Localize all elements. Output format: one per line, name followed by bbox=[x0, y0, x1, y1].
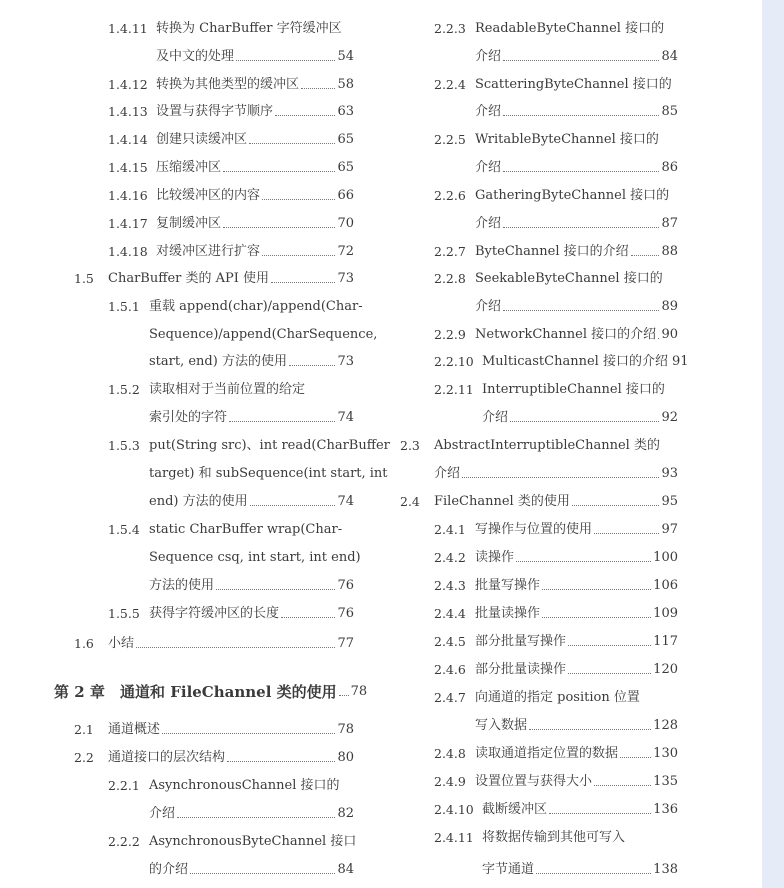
toc-entry[interactable] bbox=[54, 678, 368, 706]
toc-entry-title: put(String src)、int read(CharBuffer bbox=[149, 438, 390, 453]
toc-entry[interactable] bbox=[108, 182, 354, 210]
toc-entry-title: 转换为其他类型的缓冲区 bbox=[156, 77, 300, 92]
toc-entry-title: ReadableByteChannel 接口的 bbox=[475, 21, 665, 36]
toc-entry[interactable] bbox=[475, 43, 678, 71]
toc-entry-title: 压缩缓冲区 bbox=[156, 160, 222, 175]
dot-leader bbox=[631, 255, 660, 256]
dot-leader bbox=[223, 171, 335, 172]
toc-entry-number: 第 2 章 bbox=[54, 683, 105, 701]
toc-entry[interactable] bbox=[149, 544, 361, 572]
toc-entry-title: 获得字符缓冲区的长度 bbox=[149, 606, 280, 621]
toc-entry[interactable] bbox=[108, 828, 357, 856]
toc-entry-number: 1.5 bbox=[74, 271, 94, 286]
toc-entry-number: 2.4.8 bbox=[434, 746, 466, 761]
toc-entry[interactable] bbox=[149, 321, 378, 349]
toc-entry-title: ByteChannel 接口的介绍 bbox=[475, 244, 629, 259]
toc-entry-title: 截断缓冲区 bbox=[482, 802, 548, 817]
toc-entry-title: FileChannel 类的使用 bbox=[434, 494, 570, 509]
toc-entry-title: 读取通道指定位置的数据 bbox=[475, 746, 619, 761]
dot-leader bbox=[503, 171, 659, 172]
toc-entry[interactable] bbox=[434, 238, 678, 266]
toc-entry-number: 2.4.11 bbox=[434, 830, 474, 845]
toc-entry[interactable] bbox=[149, 348, 354, 376]
toc-entry-title: 向通道的指定 position 位置 bbox=[475, 690, 640, 705]
dot-leader bbox=[503, 227, 659, 228]
toc-entry-title: 写入数据 bbox=[475, 718, 528, 733]
toc-entry-number: 1.4.18 bbox=[108, 244, 148, 259]
dot-leader bbox=[529, 729, 651, 730]
toc-entry[interactable] bbox=[434, 126, 678, 154]
toc-entry-page: 135 bbox=[653, 774, 678, 789]
toc-entry-title: end) 方法的使用 bbox=[149, 494, 248, 509]
toc-entry-page: 78 bbox=[350, 684, 368, 699]
toc-entry-title: start, end) 方法的使用 bbox=[149, 354, 287, 369]
dot-leader bbox=[510, 421, 659, 422]
toc-entry-title: 批量读操作 bbox=[475, 606, 541, 621]
toc-entry[interactable] bbox=[434, 656, 678, 684]
toc-entry-page: 84 bbox=[661, 49, 678, 64]
dot-leader bbox=[223, 227, 335, 228]
toc-entry[interactable] bbox=[434, 516, 678, 544]
toc-entry[interactable] bbox=[434, 348, 689, 376]
toc-entry[interactable] bbox=[149, 488, 354, 516]
toc-entry-number: 1.6 bbox=[74, 636, 94, 651]
dot-leader bbox=[339, 695, 349, 696]
dot-leader bbox=[262, 199, 335, 200]
dot-leader bbox=[568, 645, 651, 646]
toc-entry-title: 的介绍 bbox=[149, 862, 189, 877]
toc-entry-number: 2.4.6 bbox=[434, 662, 466, 677]
dot-leader bbox=[594, 533, 659, 534]
toc-entry-title: AsynchronousByteChannel 接口 bbox=[149, 834, 357, 849]
toc-entry[interactable] bbox=[482, 404, 678, 432]
toc-entry[interactable] bbox=[434, 600, 678, 628]
toc-entry-page: 106 bbox=[653, 578, 678, 593]
toc-entry[interactable] bbox=[108, 126, 354, 154]
toc-entry-page: 74 bbox=[337, 410, 354, 425]
toc-entry-page: 80 bbox=[337, 750, 354, 765]
toc-entry-title: 介绍 bbox=[475, 104, 502, 119]
toc-entry-title: 复制缓冲区 bbox=[156, 216, 222, 231]
toc-entry-page: 95 bbox=[661, 494, 678, 509]
toc-entry-number: 1.4.16 bbox=[108, 188, 148, 203]
toc-entry-number: 1.4.15 bbox=[108, 160, 148, 175]
toc-entry[interactable] bbox=[434, 824, 678, 852]
toc-entry-number: 1.5.5 bbox=[108, 606, 140, 621]
dot-leader bbox=[542, 617, 651, 618]
toc-entry-title: WritableByteChannel 接口的 bbox=[475, 132, 659, 147]
toc-entry-title: static CharBuffer wrap(Char- bbox=[149, 522, 343, 537]
toc-entry-title: 字节通道 bbox=[482, 862, 535, 877]
toc-entry-title: 介绍 bbox=[475, 299, 502, 314]
toc-entry-number: 2.4.2 bbox=[434, 550, 466, 565]
toc-entry[interactable] bbox=[149, 856, 354, 884]
dot-leader bbox=[250, 505, 336, 506]
toc-entry-title: 通道概述 bbox=[108, 722, 161, 737]
toc-entry-number: 2.2.3 bbox=[434, 21, 466, 36]
toc-entry-title: 通道接口的层次结构 bbox=[108, 750, 226, 765]
toc-entry-title: 转换为 CharBuffer 字符缓冲区 bbox=[156, 21, 342, 36]
dot-leader bbox=[503, 60, 659, 61]
toc-entry-title: 创建只读缓冲区 bbox=[156, 132, 248, 147]
toc-entry-page: 72 bbox=[337, 244, 354, 259]
dot-leader bbox=[503, 310, 659, 311]
toc-entry-page: 73 bbox=[337, 271, 354, 286]
dot-leader bbox=[227, 761, 335, 762]
toc-entry[interactable] bbox=[400, 488, 678, 516]
toc-entry[interactable] bbox=[149, 800, 354, 828]
toc-entry-title: 小结 bbox=[108, 636, 135, 651]
dot-leader bbox=[620, 757, 651, 758]
dot-leader bbox=[136, 647, 335, 648]
toc-entry-page: 130 bbox=[653, 746, 678, 761]
toc-entry-title: ScatteringByteChannel 接口的 bbox=[475, 77, 672, 92]
toc-entry-page: 136 bbox=[653, 802, 678, 817]
toc-entry-title: SeekableByteChannel 接口的 bbox=[475, 271, 663, 286]
toc-entry-title: 及中文的处理 bbox=[156, 49, 235, 64]
toc-entry[interactable] bbox=[74, 630, 354, 658]
toc-entry[interactable] bbox=[156, 43, 354, 71]
toc-entry[interactable] bbox=[108, 432, 390, 460]
toc-entry-page: 77 bbox=[337, 636, 354, 651]
toc-entry[interactable] bbox=[475, 98, 678, 126]
toc-entry-title: 读操作 bbox=[475, 550, 515, 565]
toc-entry-number: 2.4.5 bbox=[434, 634, 466, 649]
toc-entry-page: 66 bbox=[337, 188, 354, 203]
toc-entry-title: 写操作与位置的使用 bbox=[475, 522, 593, 537]
toc-entry-page: 138 bbox=[653, 862, 678, 877]
toc-entry[interactable] bbox=[400, 432, 678, 460]
toc-entry[interactable] bbox=[108, 772, 354, 800]
toc-entry-page: 63 bbox=[337, 104, 354, 119]
toc-entry-page: 85 bbox=[661, 104, 678, 119]
toc-entry-number: 1.4.12 bbox=[108, 77, 148, 92]
toc-entry[interactable] bbox=[434, 572, 678, 600]
toc-entry[interactable] bbox=[482, 856, 678, 884]
dot-leader bbox=[190, 873, 335, 874]
dot-leader bbox=[262, 255, 335, 256]
toc-entry-number: 1.5.4 bbox=[108, 522, 140, 537]
dot-leader bbox=[516, 561, 651, 562]
toc-entry[interactable] bbox=[434, 740, 678, 768]
toc-entry-number: 1.5.2 bbox=[108, 382, 140, 397]
toc-entry[interactable] bbox=[108, 238, 354, 266]
toc-entry[interactable] bbox=[475, 154, 678, 182]
toc-entry-title: 通道和 FileChannel 类的使用 bbox=[120, 683, 337, 701]
toc-entry[interactable] bbox=[434, 684, 678, 712]
toc-entry[interactable] bbox=[74, 716, 354, 744]
toc-entry-title: target) 和 subSequence(int start, int bbox=[149, 466, 388, 481]
dot-leader bbox=[542, 589, 651, 590]
toc-entry-page: 91 bbox=[671, 354, 689, 369]
dot-leader bbox=[594, 785, 651, 786]
toc-entry-title: CharBuffer 类的 API 使用 bbox=[108, 271, 270, 286]
toc-entry-page: 73 bbox=[337, 354, 354, 369]
toc-entry-number: 1.4.17 bbox=[108, 216, 148, 231]
dot-leader bbox=[271, 282, 335, 283]
toc-entry-number: 2.2.5 bbox=[434, 132, 466, 147]
toc-entry[interactable] bbox=[434, 544, 678, 572]
dot-leader bbox=[289, 365, 336, 366]
toc-entry-number: 2.3 bbox=[400, 438, 420, 453]
toc-entry-number: 2.2.9 bbox=[434, 327, 466, 342]
toc-entry[interactable] bbox=[149, 572, 354, 600]
toc-entry-number: 2.2.8 bbox=[434, 271, 466, 286]
dot-leader bbox=[177, 817, 335, 818]
toc-entry-number: 1.4.11 bbox=[108, 21, 148, 36]
toc-entry-title: AbstractInterruptibleChannel 类的 bbox=[434, 438, 660, 453]
toc-entry-title: 部分批量写操作 bbox=[475, 634, 567, 649]
toc-entry-page: 74 bbox=[337, 494, 354, 509]
toc-entry[interactable] bbox=[108, 71, 354, 99]
toc-entry-page: 90 bbox=[661, 327, 678, 342]
toc-entry-title: 对缓冲区进行扩容 bbox=[156, 244, 261, 259]
toc-entry[interactable] bbox=[108, 98, 354, 126]
dot-leader bbox=[536, 873, 651, 874]
toc-entry-title: GatheringByteChannel 接口的 bbox=[475, 188, 670, 203]
toc-entry-page: 76 bbox=[337, 606, 354, 621]
toc-entry-title: 介绍 bbox=[475, 160, 502, 175]
toc-entry-title: InterruptibleChannel 接口的 bbox=[482, 382, 665, 397]
toc-entry[interactable] bbox=[434, 460, 678, 488]
toc-entry-title: 读取相对于当前位置的给定 bbox=[149, 382, 306, 397]
toc-entry-title: 比较缓冲区的内容 bbox=[156, 188, 261, 203]
toc-entry-title: 设置位置与获得大小 bbox=[475, 774, 593, 789]
toc-entry-number: 2.4.7 bbox=[434, 690, 466, 705]
dot-leader bbox=[229, 421, 335, 422]
toc-entry-title: 重载 append(char)/append(Char- bbox=[149, 299, 363, 314]
toc-entry-title: 方法的使用 bbox=[149, 578, 215, 593]
dot-leader bbox=[462, 477, 659, 478]
dot-leader bbox=[658, 338, 659, 339]
toc-entry-number: 2.2.2 bbox=[108, 834, 140, 849]
toc-entry-title: Sequence)/append(CharSequence, bbox=[149, 327, 378, 342]
toc-entry[interactable] bbox=[475, 712, 678, 740]
toc-entry[interactable] bbox=[475, 210, 678, 238]
toc-entry[interactable] bbox=[434, 768, 678, 796]
toc-entry[interactable] bbox=[434, 182, 678, 210]
toc-entry[interactable] bbox=[434, 376, 678, 404]
toc-entry-title: NetworkChannel 接口的介绍 bbox=[475, 327, 657, 342]
toc-entry-page: 58 bbox=[337, 77, 354, 92]
dot-leader bbox=[572, 505, 660, 506]
toc-entry[interactable] bbox=[434, 796, 678, 824]
toc-entry-title: Sequence csq, int start, int end) bbox=[149, 550, 361, 565]
toc-entry-title: MulticastChannel 接口的介绍 bbox=[482, 354, 668, 369]
toc-entry-number: 2.2.4 bbox=[434, 77, 466, 92]
toc-entry-title: AsynchronousChannel 接口的 bbox=[149, 778, 340, 793]
toc-entry-title: 介绍 bbox=[149, 806, 176, 821]
toc-entry-page: 65 bbox=[337, 132, 354, 147]
toc-entry-page: 86 bbox=[661, 160, 678, 175]
toc-entry-page: 54 bbox=[337, 49, 354, 64]
dot-leader bbox=[281, 617, 335, 618]
toc-entry[interactable] bbox=[108, 15, 354, 43]
toc-entry-title: 部分批量读操作 bbox=[475, 662, 567, 677]
toc-entry-number: 1.5.3 bbox=[108, 438, 140, 453]
toc-entry-number: 2.4.10 bbox=[434, 802, 474, 817]
toc-entry-title: 介绍 bbox=[475, 216, 502, 231]
toc-entry-page: 100 bbox=[653, 550, 678, 565]
toc-entry[interactable] bbox=[108, 516, 354, 544]
dot-leader bbox=[249, 143, 335, 144]
dot-leader bbox=[216, 589, 335, 590]
toc-entry-page: 65 bbox=[337, 160, 354, 175]
toc-entry[interactable] bbox=[434, 15, 678, 43]
toc-entry-page: 97 bbox=[661, 522, 678, 537]
toc-entry-number: 2.2.1 bbox=[108, 778, 140, 793]
toc-entry-page: 78 bbox=[337, 722, 354, 737]
toc-entry[interactable] bbox=[434, 71, 678, 99]
dot-leader bbox=[549, 813, 651, 814]
toc-entry-page: 109 bbox=[653, 606, 678, 621]
dot-leader bbox=[503, 115, 659, 116]
toc-entry-number: 2.4.9 bbox=[434, 774, 466, 789]
toc-entry-number: 2.2.6 bbox=[434, 188, 466, 203]
toc-entry[interactable] bbox=[434, 628, 678, 656]
toc-entry-page: 92 bbox=[661, 410, 678, 425]
toc-entry[interactable] bbox=[74, 744, 354, 772]
toc-entry[interactable] bbox=[108, 210, 354, 238]
toc-entry-number: 2.2.10 bbox=[434, 354, 474, 369]
toc-entry-page: 76 bbox=[337, 578, 354, 593]
toc-entry-page: 117 bbox=[653, 634, 678, 649]
toc-entry-title: 介绍 bbox=[434, 466, 461, 481]
toc-entry-number: 2.1 bbox=[74, 722, 94, 737]
toc-entry-page: 70 bbox=[337, 216, 354, 231]
toc-entry[interactable] bbox=[434, 265, 678, 293]
toc-entry-title: 将数据传输到其他可写入 bbox=[482, 830, 626, 845]
toc-entry-number: 2.2 bbox=[74, 750, 94, 765]
toc-entry-title: 介绍 bbox=[482, 410, 509, 425]
toc-entry[interactable] bbox=[434, 321, 678, 349]
toc-entry[interactable] bbox=[108, 376, 354, 404]
toc-entry-number: 2.2.11 bbox=[434, 382, 474, 397]
toc-entry-number: 2.4.3 bbox=[434, 578, 466, 593]
dot-leader bbox=[568, 673, 651, 674]
toc-entry-page: 89 bbox=[661, 299, 678, 314]
toc-entry-title: 设置与获得字节顺序 bbox=[156, 104, 274, 119]
toc-entry-number: 1.4.13 bbox=[108, 104, 148, 119]
toc-entry-number: 2.2.7 bbox=[434, 244, 466, 259]
dot-leader bbox=[236, 60, 335, 61]
toc-entry[interactable] bbox=[475, 293, 678, 321]
toc-entry-title: 批量写操作 bbox=[475, 578, 541, 593]
dot-leader bbox=[275, 115, 335, 116]
toc-entry-page: 87 bbox=[661, 216, 678, 231]
toc-entry[interactable] bbox=[108, 154, 354, 182]
toc-entry[interactable] bbox=[108, 293, 363, 321]
toc-entry-page: 120 bbox=[653, 662, 678, 677]
toc-entry[interactable] bbox=[108, 600, 354, 628]
dot-leader bbox=[301, 88, 335, 89]
toc-entry[interactable] bbox=[74, 265, 354, 293]
toc-entry[interactable] bbox=[149, 460, 388, 488]
side-panel bbox=[762, 0, 784, 888]
toc-entry-number: 1.5.1 bbox=[108, 299, 140, 314]
dot-leader bbox=[162, 733, 335, 734]
toc-entry-page: 93 bbox=[661, 466, 678, 481]
toc-entry-page: 82 bbox=[337, 806, 354, 821]
toc-entry-title: 介绍 bbox=[475, 49, 502, 64]
toc-entry-title: 索引处的字符 bbox=[149, 410, 228, 425]
toc-entry-number: 1.4.14 bbox=[108, 132, 148, 147]
toc-entry[interactable] bbox=[149, 404, 354, 432]
toc-entry-page: 84 bbox=[337, 862, 354, 877]
toc-entry-number: 2.4 bbox=[400, 494, 420, 509]
toc-entry-page: 128 bbox=[653, 718, 678, 733]
toc-entry-page: 88 bbox=[661, 244, 678, 259]
toc-entry-number: 2.4.4 bbox=[434, 606, 466, 621]
toc-entry-number: 2.4.1 bbox=[434, 522, 466, 537]
